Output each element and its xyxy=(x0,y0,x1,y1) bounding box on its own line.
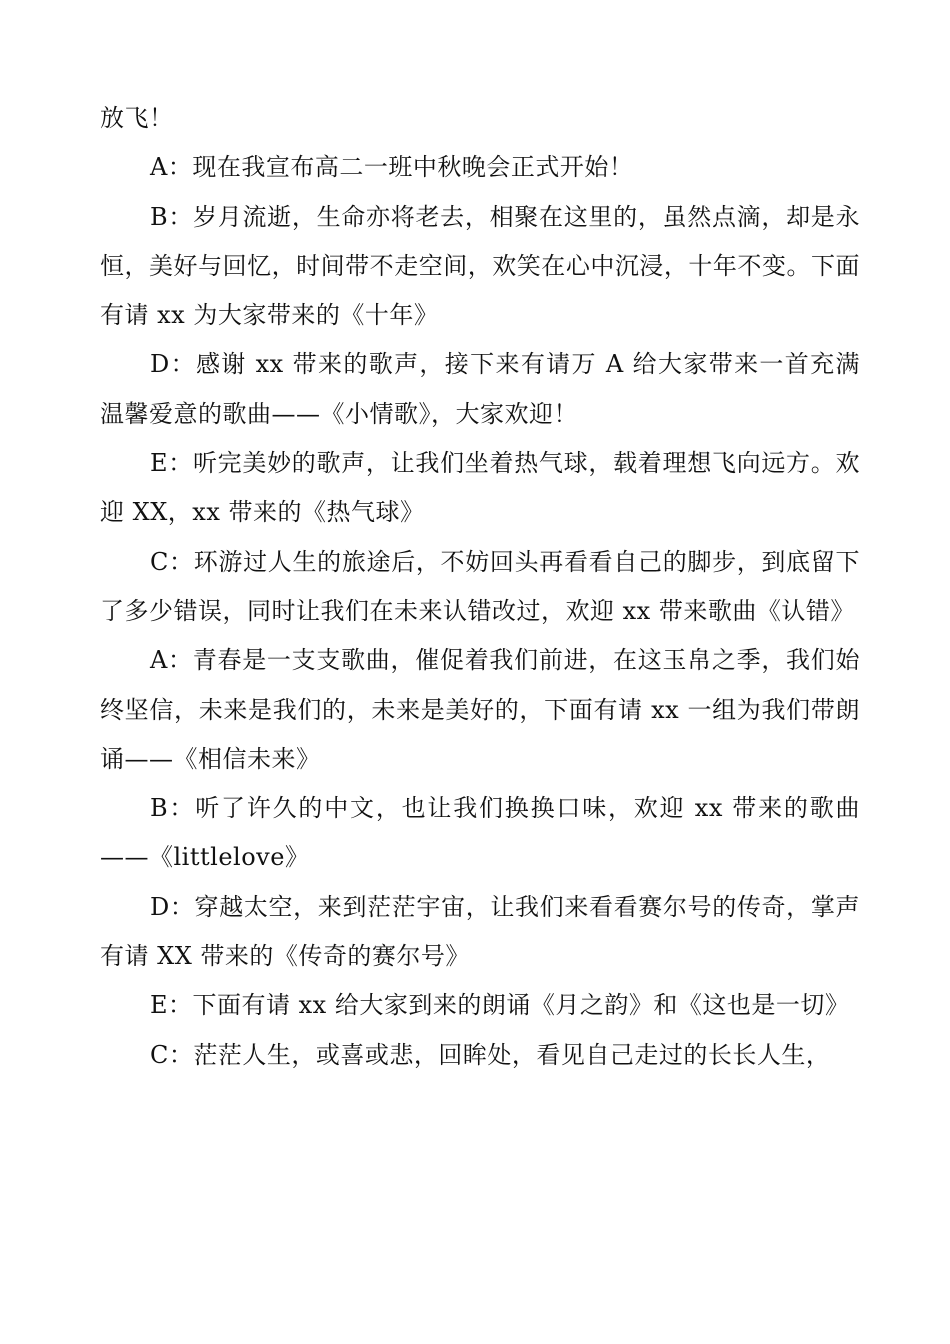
paragraph-a-xiangxinweilai: A：青春是一支支歌曲，催促着我们前进，在这玉帛之季，我们始终坚信，未来是我们的，未来是美好的，下面有请 xx 一组为我们带朗诵——《相信未来》 xyxy=(100,646,860,773)
paragraph-b-littlelove: B：听了许久的中文，也让我们换换口味，欢迎 xx 带来的歌曲——《littlelove》 xyxy=(100,794,860,872)
paragraph-d-saierhao: D：穿越太空，来到茫茫宇宙，让我们来看看赛尔号的传奇，掌声有请 XX 带来的《传奇的赛尔号》 xyxy=(100,892,860,971)
paragraph-b-shinian: B：岁月流逝，生命亦将老去，相聚在这里的，虽然点滴，却是永恒，美好与回忆，时间带不走空间，欢笑在心中沉浸，十年不变。下面有请 xx 为大家带来的《十年》 xyxy=(100,202,860,330)
paragraph-c-mangmang: C：茫茫人生，或喜或悲，回眸处，看见自己走过的长长人生， xyxy=(150,1040,831,1069)
paragraph-a-opening: A：现在我宣布高二一班中秋晚会正式开始！ xyxy=(150,153,634,182)
paragraph-e-reqiqiu: E：听完美妙的歌声，让我们坐着热气球，载着理想飞向远方。欢迎 XX，xx 带来的《热气球》 xyxy=(100,449,860,527)
paragraph-d-xiaoqingge: D：感谢 xx 带来的歌声，接下来有请万 A 给大家带来一首充满温馨爱意的歌曲——《小情歌》，大家欢迎！ xyxy=(100,350,860,428)
paragraph-c-rencuo: C：环游过人生的旅途后，不妨回头再看看自己的脚步，到底留下了多少错误，同时让我们在未来认错改过，欢迎 xx 带来歌曲《认错》 xyxy=(100,547,860,625)
document-body xyxy=(100,94,860,1080)
paragraph-e-yuezhiyun: E：下面有请 xx 给大家到来的朗诵《月之韵》和《这也是一切》 xyxy=(150,991,850,1020)
paragraph-continuation: 放飞！ xyxy=(100,104,174,132)
